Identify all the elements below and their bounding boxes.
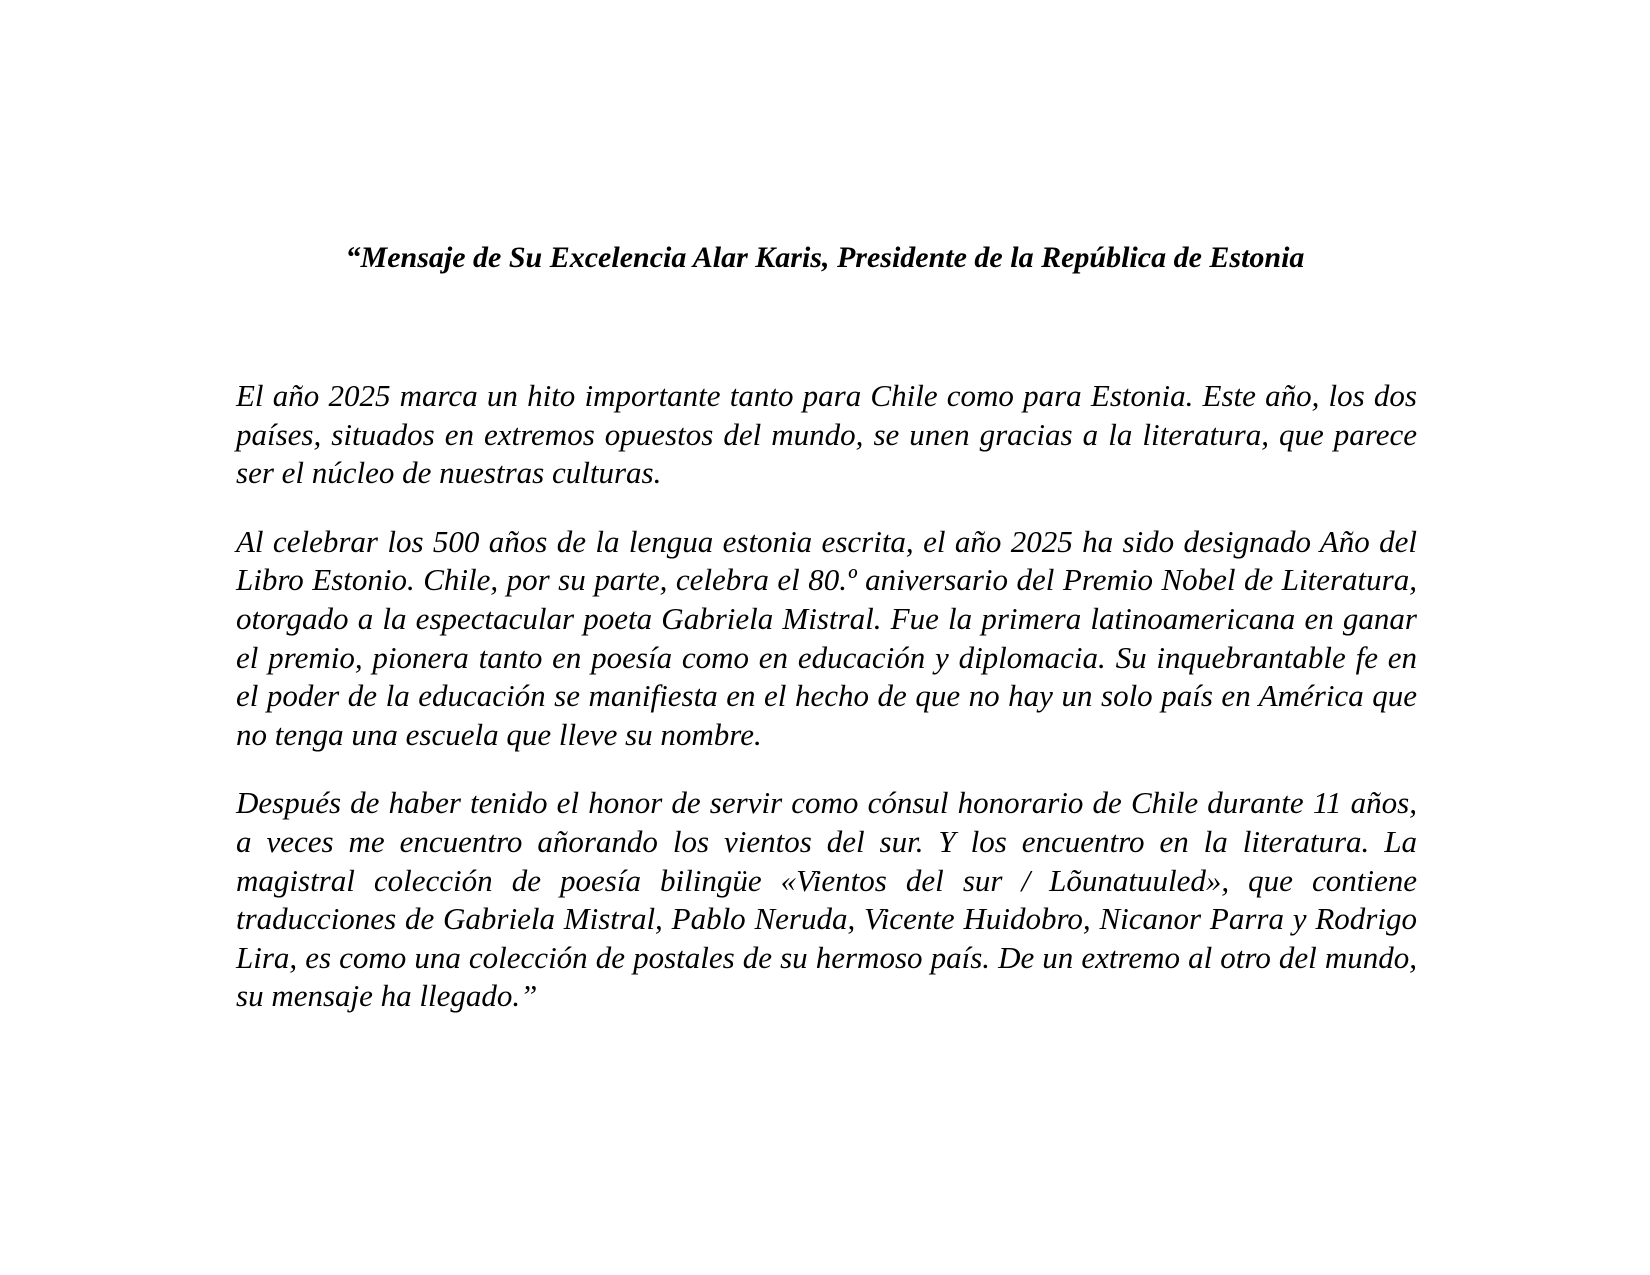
document-body	[236, 377, 1417, 1046]
document-title: “Mensaje de Su Excelencia Alar Karis, Presidente de la República de Estonia	[345, 241, 1305, 274]
paragraph-celebrations: Al celebrar los 500 años de la lengua estonia escrita, el año 2025 ha sido designado Año del Libro Estonio. Chile, por su parte, celebra el 80.º aniversario del Premio Nobel de Literatura, otorgado a la espectacular poeta Gabriela Mistral. Fue la primera latinoamericana en ganar el premio, pionera tanto en poesía como en educación y diplomacia. Su inquebrantable fe en el poder de la educación se manifiesta en el hecho de que no hay un solo país en América que no tenga una escuela que lleve su nombre.	[236, 523, 1417, 752]
paragraph-consul: Después de haber tenido el honor de servir como cónsul honorario de Chile durante 11 años, a veces me encuentro añorando los vientos del sur. Y los encuentro en la literatura. La magistral colección de poesía bilingüe «Vientos del sur / Lõunatuuled», que contiene traducciones de Gabriela Mistral, Pablo Neruda, Vicente Huidobro, Nicanor Parra y Rodrigo Lira, es como una colección de postales de su hermoso país. De un extremo al otro del mundo, su mensaje ha llegado.”	[236, 785, 1417, 1014]
paragraph-intro: El año 2025 marca un hito importante tanto para Chile como para Estonia. Este año, los dos países, situados en extremos opuestos del mundo, se unen gracias a la literatura, que parece ser el núcleo de nuestras culturas.	[236, 378, 1417, 491]
